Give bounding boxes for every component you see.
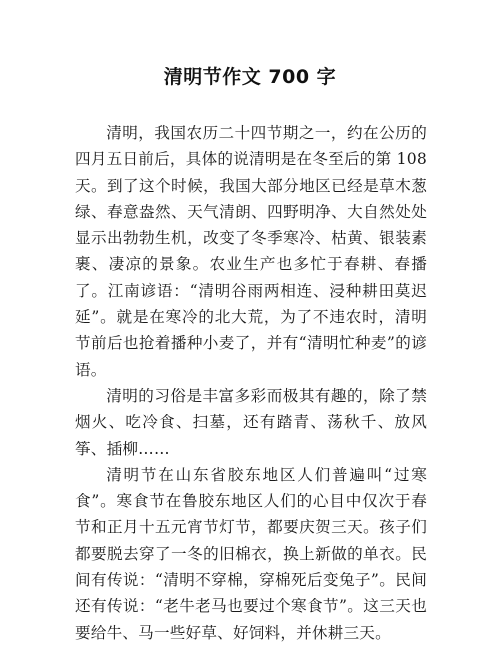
paragraph-2: 清明的习俗是丰富多彩而极其有趣的，除了禁烟火、吃冷食、扫墓，还有踏青、荡秋千、放风筝、插柳…… xyxy=(75,386,427,458)
page-title: 清明节作文 700 字 xyxy=(163,66,337,88)
paragraph-1: 清明，我国农历二十四节期之一，约在公历的四月五日前后，具体的说清明是在冬至后的第 108 天。到了这个时候，我国大部分地区已经是草木葱绿、春意盎然、天气清朗、四野明净、大自然处处显示出勃勃生机，改变了冬季寒冷、枯黄、银装素裹、凄凉的景象。农业生产也多忙于春耕、春播了。江南谚语：“清明谷雨两相连、浸种耕田莫迟延”。就是在寒冷的北大荒，为了不违农时，清明节前后也抢着播种小麦了，并有“清明忙种麦”的谚语。 xyxy=(75,124,427,379)
article-body xyxy=(75,120,427,646)
paragraph-3: 清明节在山东省胶东地区人们普遍叫“过寒食”。寒食节在鲁胶东地区人们的心目中仅次于春节和正月十五元宵节灯节，都要庆贺三天。孩子们都要脱去穿了一冬的旧棉衣，换上新做的单衣。民间有传说：“清明不穿棉，穿棉死后变兔子”。民间还有传说：“老牛老马也要过个寒食节”。这三天也要给牛、马一些好草、好饲料，并休耕三天。 xyxy=(75,465,427,642)
